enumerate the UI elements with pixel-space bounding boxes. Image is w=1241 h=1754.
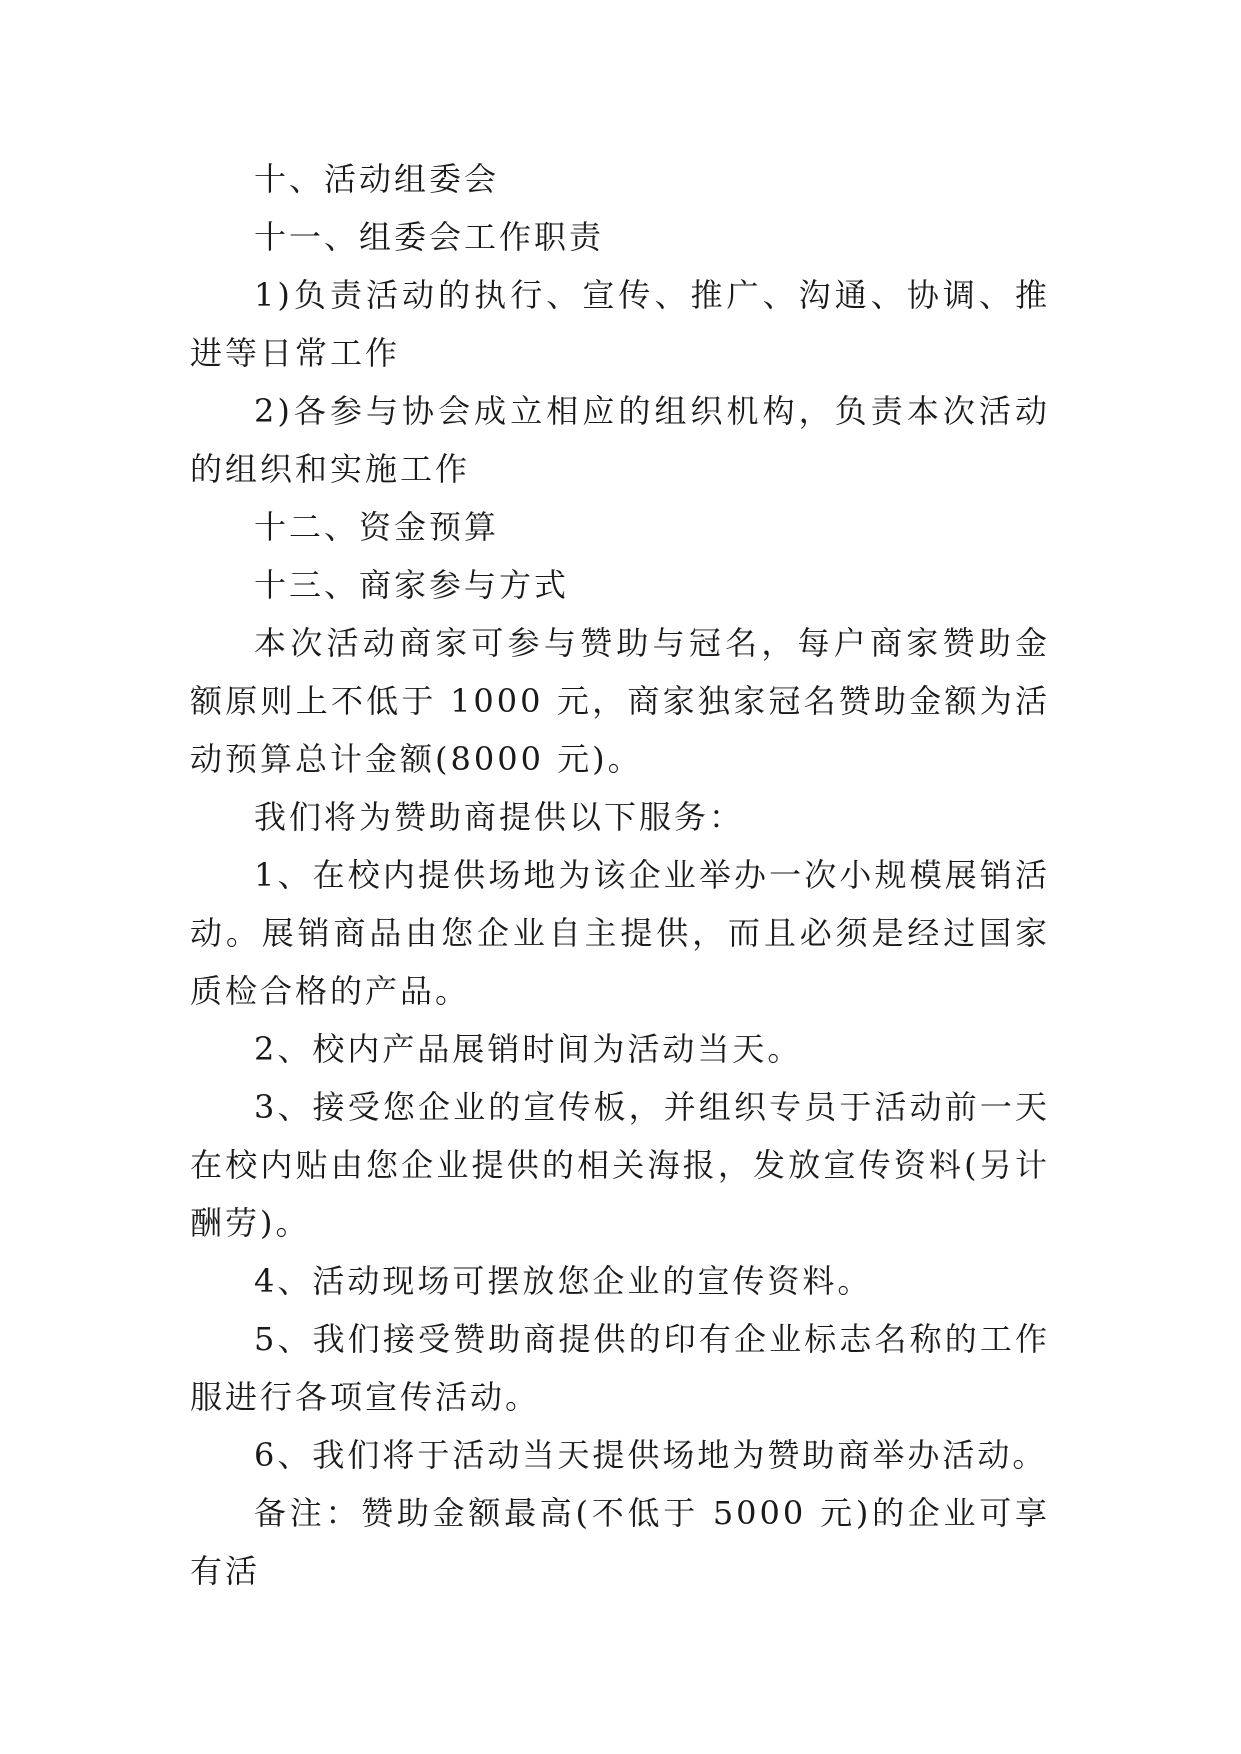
- duty-item-1: 1)负责活动的执行、宣传、推广、沟通、协调、推进等日常工作: [190, 276, 1050, 372]
- paragraph-sponsorship-terms: 本次活动商家可参与赞助与冠名，每户商家赞助金额原则上不低于 1000 元，商家独家冠名赞助金额为活动预算总计金额(8000 元)。: [190, 624, 1050, 778]
- heading-organizing-committee: 十、活动组委会: [254, 160, 500, 198]
- document-body: [190, 150, 1050, 1600]
- service-item-5: 5、我们接受赞助商提供的印有企业标志名称的工作服进行各项宣传活动。: [190, 1320, 1050, 1416]
- heading-budget: 十二、资金预算: [254, 508, 500, 546]
- service-item-4: 4、活动现场可摆放您企业的宣传资料。: [254, 1262, 873, 1300]
- duty-item-2: 2)各参与协会成立相应的组织机构，负责本次活动的组织和实施工作: [190, 392, 1050, 488]
- service-item-2: 2、校内产品展销时间为活动当天。: [254, 1030, 803, 1068]
- service-item-1: 1、在校内提供场地为该企业举办一次小规模展销活动。展销商品由您企业自主提供，而且必须是经过国家质检合格的产品。: [190, 856, 1050, 1010]
- service-item-3: 3、接受您企业的宣传板，并组织专员于活动前一天在校内贴由您企业提供的相关海报，发放宣传资料(另计酬劳)。: [190, 1088, 1050, 1242]
- heading-merchant-participation: 十三、商家参与方式: [254, 566, 570, 604]
- paragraph-remark: 备注：赞助金额最高(不低于 5000 元)的企业可享有活: [190, 1494, 1050, 1590]
- paragraph-services-intro: 我们将为赞助商提供以下服务：: [254, 798, 745, 836]
- heading-committee-duties: 十一、组委会工作职责: [254, 218, 605, 256]
- service-item-6: 6、我们将于活动当天提供场地为赞助商举办活动。: [254, 1436, 1048, 1474]
